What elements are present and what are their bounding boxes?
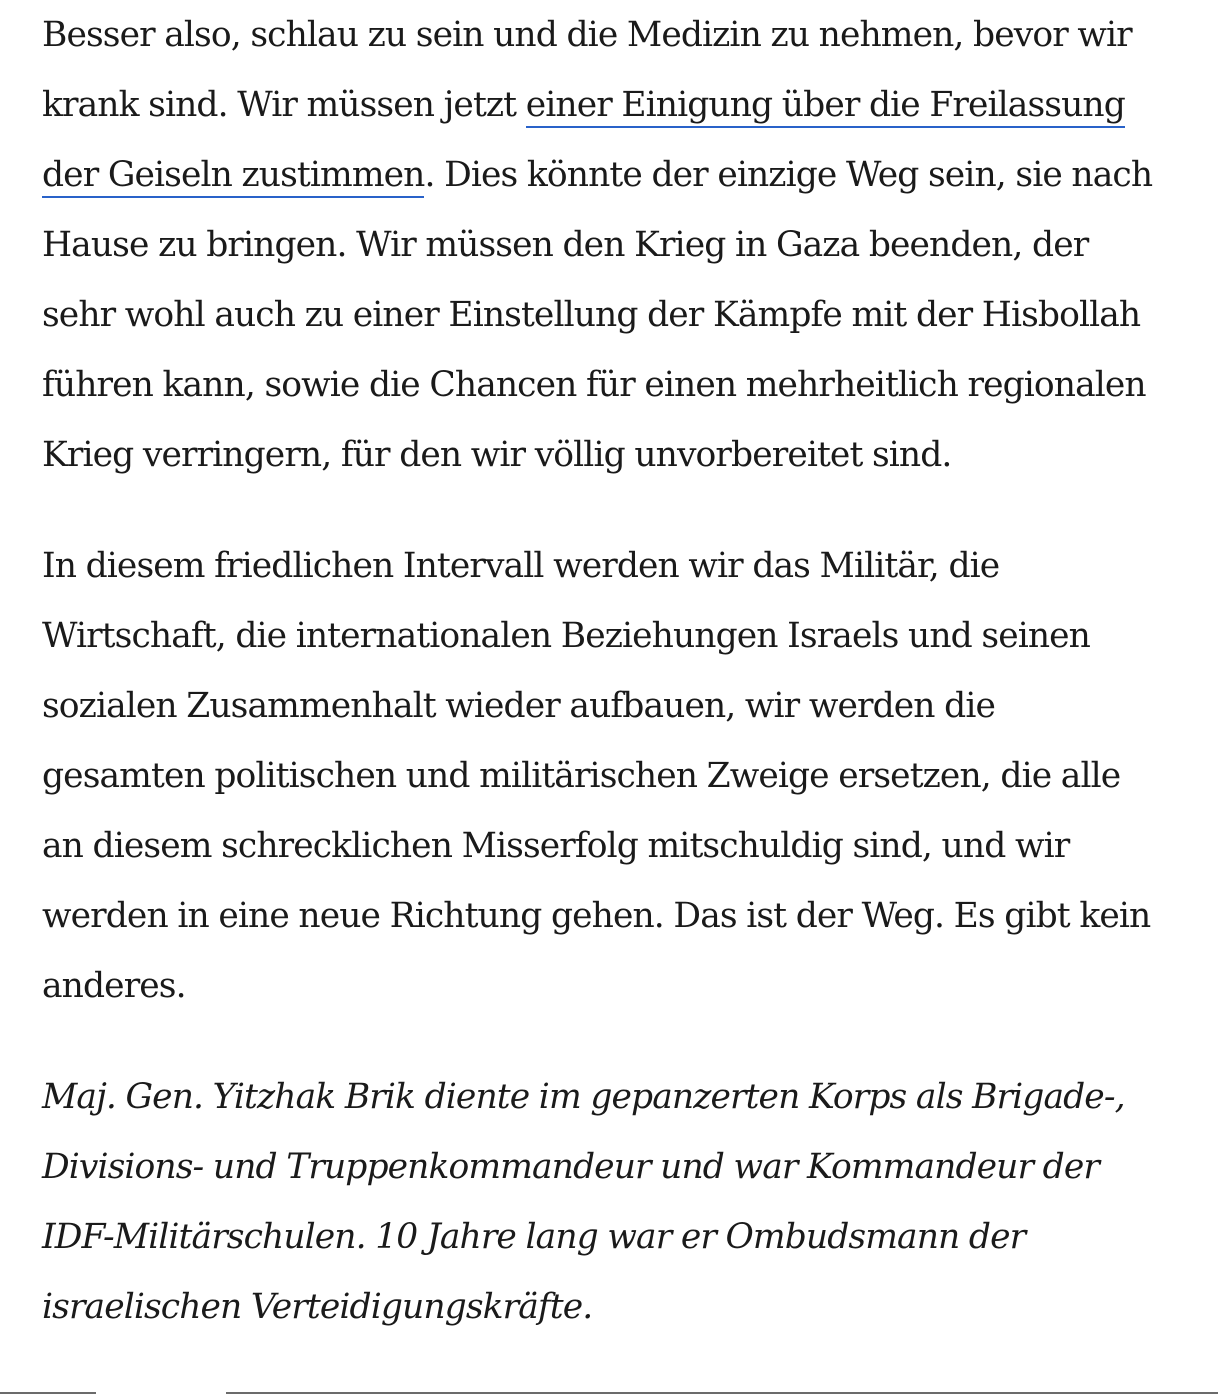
text-line: Wirtschaft, die internationalen Beziehungen Israels und seinen xyxy=(42,616,1090,656)
text-line: anderes. xyxy=(42,966,186,1006)
text-line: sozialen Zusammenhalt wieder aufbauen, wir werden die xyxy=(42,686,996,726)
text-line: Krieg verringern, für den wir völlig unvorbereitet sind. xyxy=(42,435,952,475)
text-fragment: . Dies könnte der einzige Weg sein, sie nach xyxy=(424,155,1153,195)
bottom-divider xyxy=(0,1390,1218,1394)
hostage-deal-link-part-1[interactable]: einer Einigung über die Freilassung xyxy=(526,85,1125,128)
text-line: gesamten politischen und militärischen Zweige ersetzen, die alle xyxy=(42,756,1121,796)
author-bio xyxy=(42,1062,1218,1342)
text-line xyxy=(42,140,1218,210)
text-line: führen kann, sowie die Chancen für einen mehrheitlich regionalen xyxy=(42,365,1146,405)
text-line: Maj. Gen. Yitzhak Brik diente im gepanzerten Korps als Brigade-, xyxy=(42,1077,1125,1117)
text-line: Hause zu bringen. Wir müssen den Krieg in Gaza beenden, der xyxy=(42,225,1089,265)
text-line: Divisions- und Truppenkommandeur und war Kommandeur der xyxy=(42,1147,1099,1187)
text-line: werden in eine neue Richtung gehen. Das ist der Weg. Es gibt kein xyxy=(42,896,1151,936)
paragraph-1 xyxy=(42,0,1218,490)
text-fragment: krank sind. Wir müssen jetzt xyxy=(42,85,526,125)
text-line: Besser also, schlau zu sein und die Medizin zu nehmen, bevor wir xyxy=(42,15,1132,55)
text-line: IDF-Militärschulen. 10 Jahre lang war er Ombudsmann der xyxy=(42,1217,1026,1257)
paragraph-2 xyxy=(42,531,1218,1021)
text-line xyxy=(42,70,1218,140)
hostage-deal-link-part-2[interactable]: der Geiseln zustimmen xyxy=(42,155,424,198)
text-line: an diesem schrecklichen Misserfolg mitschuldig sind, und wir xyxy=(42,826,1070,866)
divider-gap xyxy=(96,1390,226,1394)
text-line: israelischen Verteidigungskräfte. xyxy=(42,1287,593,1327)
text-line: sehr wohl auch zu einer Einstellung der Kämpfe mit der Hisbollah xyxy=(42,295,1141,335)
text-line: In diesem friedlichen Intervall werden wir das Militär, die xyxy=(42,546,1000,586)
